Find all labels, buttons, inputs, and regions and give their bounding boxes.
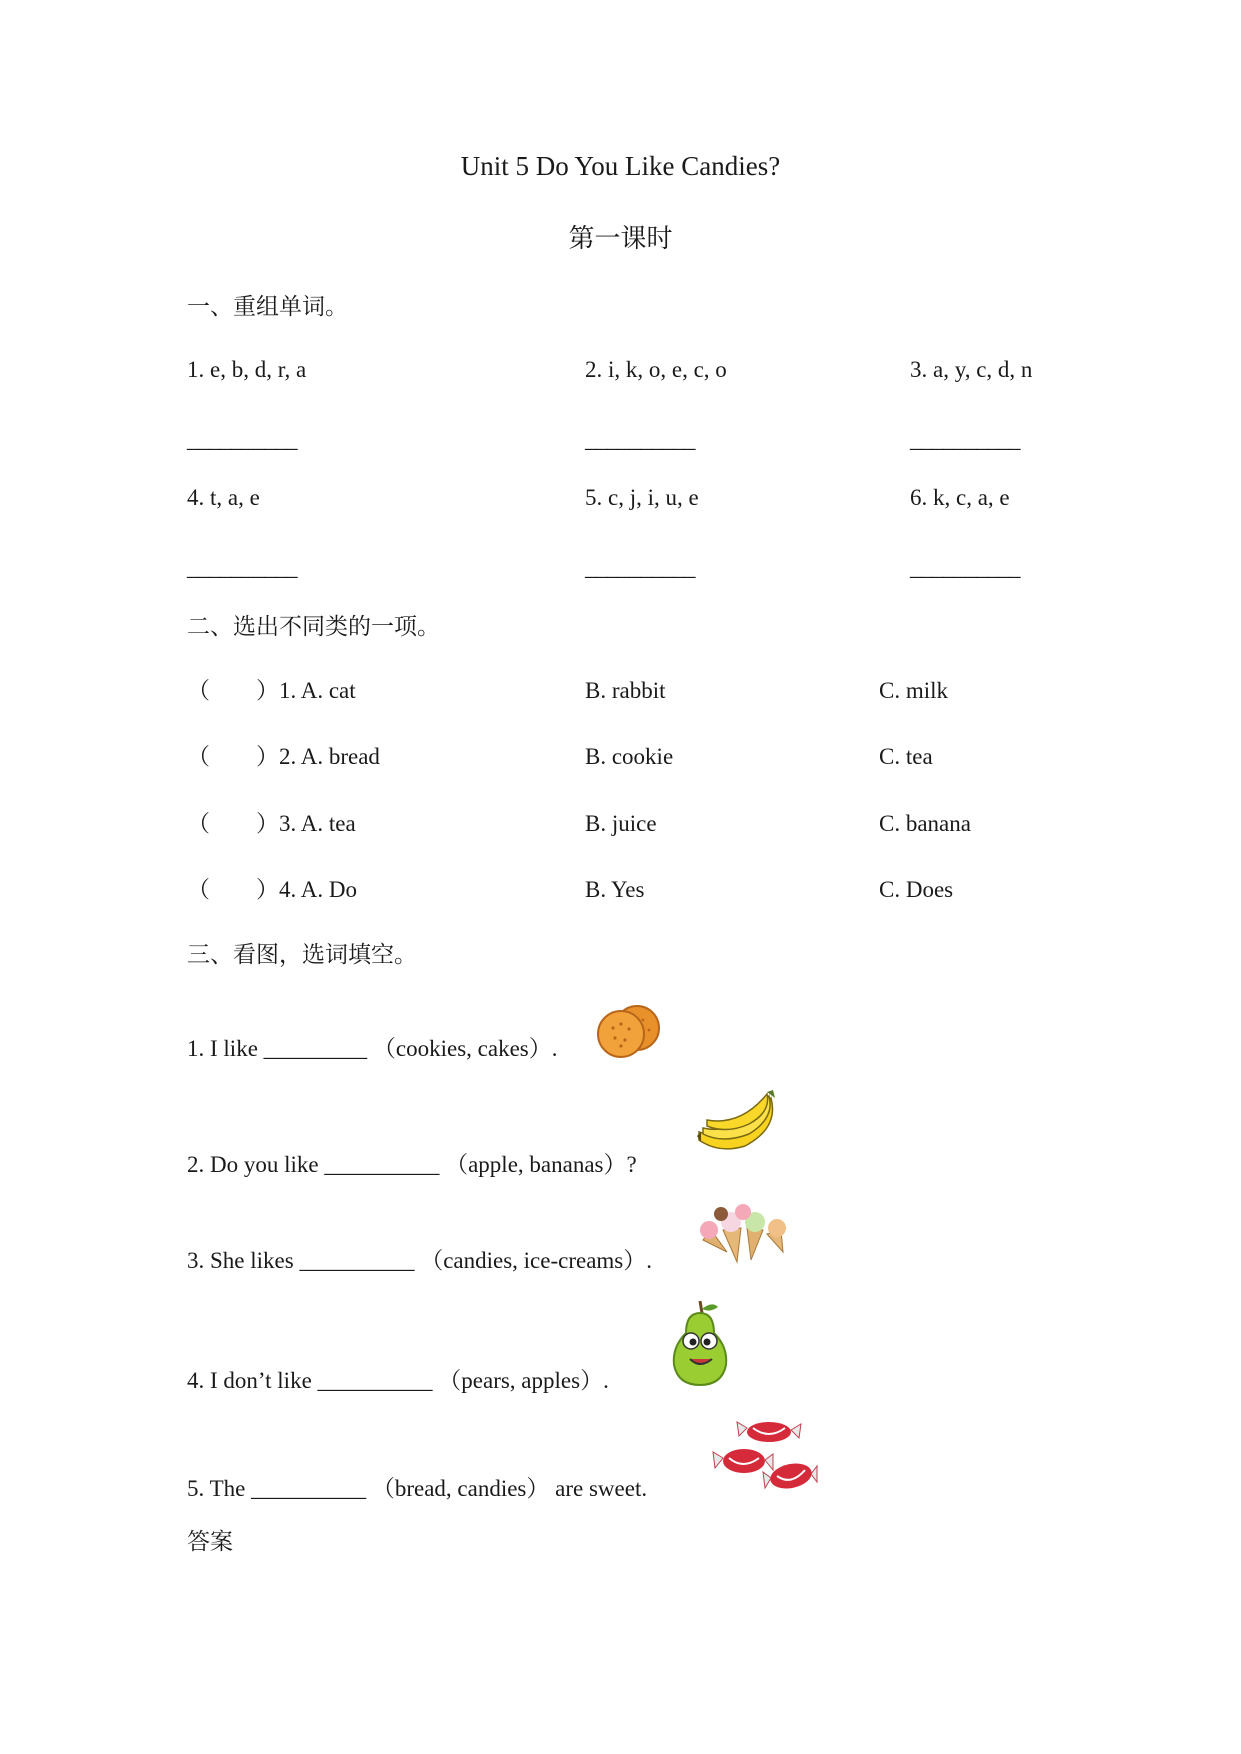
choice-row-4-b: B. Yes: [585, 877, 645, 902]
choice-row-3-a: ）3. A. tea: [256, 811, 356, 836]
fill-item-3: 3. She likes __________ （candies, ice-creams）.: [187, 1248, 652, 1273]
fill-item-5: 5. The __________ （bread, candies） are sweet.: [187, 1476, 648, 1501]
answer-blank-3[interactable]: __________: [910, 427, 1020, 452]
choice-row-1-c: C. milk: [879, 678, 949, 703]
section-2-heading: 二、选出不同类的一项。: [187, 614, 440, 639]
choice-paren-1[interactable]: （: [187, 678, 210, 703]
page-title: Unit 5 Do You Like Candies?: [460, 151, 781, 181]
scramble-item-4: 4. t, a, e: [187, 485, 260, 510]
scramble-item-3: 3. a, y, c, d, n: [910, 357, 1033, 382]
answer-blank-2[interactable]: __________: [585, 427, 695, 452]
bananas-icon: [695, 1088, 785, 1160]
pear-icon: [660, 1297, 740, 1389]
choice-row-3-c: C. banana: [879, 811, 971, 836]
choice-row-4-a: ）4. A. Do: [256, 877, 357, 902]
section-1-heading: 一、重组单词。: [187, 294, 348, 319]
choice-paren-2[interactable]: （: [187, 744, 210, 769]
answer-blank-4[interactable]: __________: [187, 555, 297, 580]
answer-blank-6[interactable]: __________: [910, 555, 1020, 580]
fill-item-1: 1. I like _________ （cookies, cakes）.: [187, 1036, 558, 1061]
scramble-item-2: 2. i, k, o, e, c, o: [585, 357, 727, 382]
scramble-item-5: 5. c, j, i, u, e: [585, 485, 699, 510]
choice-row-2-b: B. cookie: [585, 744, 674, 769]
choice-row-1-b: B. rabbit: [585, 678, 666, 703]
fill-item-4: 4. I don’t like __________ （pears, apples）.: [187, 1368, 609, 1393]
candies-icon: [713, 1418, 817, 1498]
choice-row-4-c: C. Does: [879, 877, 954, 902]
choice-row-3-b: B. juice: [585, 811, 657, 836]
choice-row-1-a: ）1. A. cat: [256, 678, 356, 703]
choice-row-2-a: ）2. A. bread: [256, 744, 380, 769]
fill-item-2: 2. Do you like __________ （apple, bananas）?: [187, 1152, 637, 1177]
answer-blank-1[interactable]: __________: [187, 427, 297, 452]
answer-heading: 答案: [187, 1529, 233, 1554]
ice-creams-icon: [697, 1200, 789, 1264]
scramble-item-1: 1. e, b, d, r, a: [187, 357, 307, 382]
choice-paren-4[interactable]: （: [187, 877, 210, 902]
section-3-heading: 三、看图，选词填空。: [187, 942, 417, 967]
choice-paren-3[interactable]: （: [187, 811, 210, 836]
answer-blank-5[interactable]: __________: [585, 555, 695, 580]
lesson-subtitle: 第一课时: [568, 224, 673, 253]
cookies-icon: [595, 1002, 665, 1062]
choice-row-2-c: C. tea: [879, 744, 933, 769]
scramble-item-6: 6. k, c, a, e: [910, 485, 1010, 510]
